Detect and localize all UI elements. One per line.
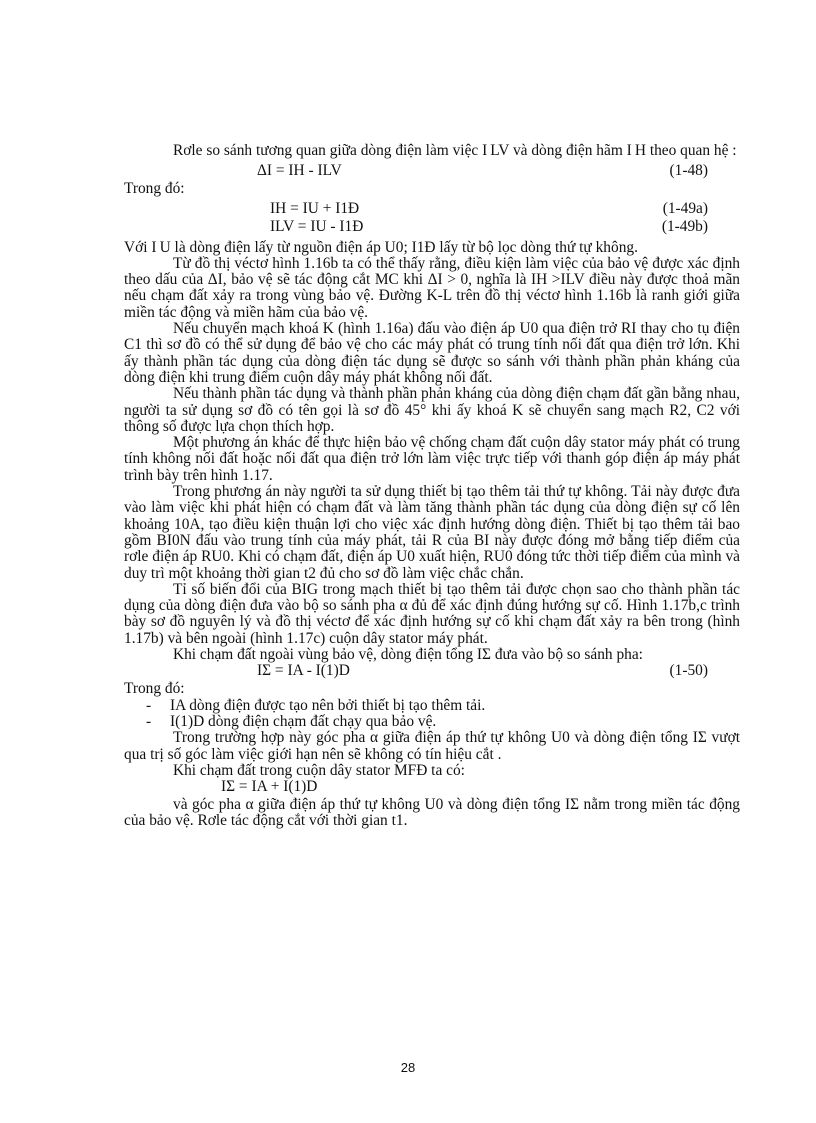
equation-formula: IΣ = IA - I(1)D bbox=[257, 662, 350, 680]
page-body bbox=[124, 143, 740, 830]
paragraph-voi-iu: Với I U là dòng điện lấy từ nguồn điện áp U0; I1Đ lấy từ bộ lọc dòng thứ tự không. bbox=[124, 238, 638, 256]
equation-number: (1-49b) bbox=[661, 217, 708, 235]
paragraph-mot-phuong-an: Một phương án khác để thực hiện bảo vệ chống chạm đất cuộn dây stator máy phát có trung tính không nối đất hoặc nối đất qua điện trở lớn làm việc trực tiếp với thanh góp điện áp máy phát trình bày trên hình 1.17. bbox=[124, 434, 740, 484]
bullet-dash: - bbox=[146, 696, 152, 714]
equation-formula: IΣ = IA + I(1)D bbox=[221, 778, 318, 796]
paragraph-khi-ngoai-vung: Khi chạm đất ngoài vùng bảo vệ, dòng điện tổng IΣ đưa vào bộ so sánh pha: bbox=[173, 646, 643, 664]
paragraph-trong-truong-hop: Trong trường hợp này góc pha α giữa điện áp thứ tự không U0 và dòng điện tổng IΣ vượt qua trị số góc làm việc giới hạn nên sẽ không có tín hiệu cắt . bbox=[124, 729, 740, 763]
equation-formula: ILV = IU - I1Đ bbox=[270, 217, 364, 235]
paragraph-tu-do-thi: Từ đồ thị véctơ hình 1.16b ta có thể thấy rằng, điều kiện làm việc của bảo vệ được xác định theo dấu của ΔI, bảo vệ sẽ tác động cắt MC khi ΔI > 0, nghĩa là IH >ILV điều này được thoả mãn nếu chạm đất xảy ra trong vùng bảo vệ. Đường K-L trên đồ thị véctơ hình 1.16b là ranh giới giữa miền tác động và miền hãm của bảo vệ. bbox=[124, 254, 740, 321]
bullet-dash: - bbox=[146, 712, 152, 730]
equation-1-49b bbox=[124, 219, 740, 237]
paragraph-trong-phuong-an: Trong phương án này người ta sử dụng thiết bị tạo thêm tải thứ tự không. Tải này được đưa vào làm việc khi phát hiện có chạm đất và làm tăng thành phần tác dụng của dòng điện sự cố lên khoảng 10A, tạo điều kiện thuận lợi cho việc xác định hướng dòng điện. Thiết bị tạo thêm tải bao gồm BI0N đấu vào trung tính của máy phát, tải R của BI này được đóng mở bằng tiếp điểm của rơle điện áp RU0. Khi có chạm đất, điện áp U0 xuất hiện, RU0 đóng tức thời tiếp điểm của mình và duy trì một khoảng thời gian t2 đủ cho sơ đồ làm việc chắc chắn. bbox=[124, 483, 740, 582]
paragraph-neu-chuyen-mach: Nếu chuyển mạch khoá K (hình 1.16a) đấu vào điện áp U0 qua điện trở RI thay cho tụ điện C1 thì sơ đồ có thể sử dụng để bảo vệ cho các máy phát có trung tính nối đất qua điện trở lớn. Khi ấy thành phần tác dụng của dòng điện tác dụng sẽ được so sánh với thành phần phản kháng của dòng điện khi trung điểm cuộn dây máy phát không nối đất. bbox=[124, 320, 740, 386]
equation-1-50 bbox=[124, 663, 740, 681]
equation-1-49a bbox=[124, 201, 740, 219]
paragraph-intro: Rơle so sánh tương quan giữa dòng điện làm việc I LV và dòng điện hãm I H theo quan hệ : bbox=[173, 142, 737, 159]
page-number: 28 bbox=[400, 1060, 416, 1075]
equation-inside-fault bbox=[124, 779, 740, 797]
equation-number: (1-48) bbox=[669, 162, 708, 180]
paragraph-va-goc-pha: và góc pha α giữa điện áp thứ tự không U0 và dòng điện tổng IΣ nằm trong miền tác động của bảo vệ. Rơle tác động cắt với thời gian t1. bbox=[124, 796, 740, 830]
equation-number: (1-49a) bbox=[662, 199, 708, 217]
list-item-text: IA dòng điện được tạo nên bởi thiết bị tạo thêm tải. bbox=[170, 696, 486, 714]
paragraph-ti-so: Tỉ số biến đổi của BIG trong mạch thiết bị tạo thêm tải được chọn sao cho thành phần tác dụng của dòng điện đưa vào bộ so sánh pha α đủ để xác định đúng hướng sự cố. Hình 1.17b,c trình bày sơ đồ nguyên lý và đồ thị véctơ để xác định hướng sự cố khi chạm đất xảy ra bên trong (hình 1.17b) và bên ngoài (hình 1.17c) cuộn dây stator máy phát. bbox=[124, 580, 740, 647]
list-item-text: I(1)D dòng điện chạm đất chạy qua bảo vệ. bbox=[170, 712, 437, 730]
list-item bbox=[124, 698, 740, 714]
label-trong-do: Trong đó: bbox=[124, 680, 185, 698]
equation-formula: ΔI = IH - ILV bbox=[257, 162, 342, 180]
list-item bbox=[124, 714, 740, 730]
equation-number: (1-50) bbox=[669, 662, 708, 680]
paragraph-khi-trong-cuon-day: Khi chạm đất trong cuộn dây stator MFĐ ta có: bbox=[173, 761, 465, 779]
equation-formula: IH = IU + I1Đ bbox=[270, 199, 360, 217]
label-trong-do: Trong đó: bbox=[124, 180, 185, 198]
paragraph-neu-thanh-phan: Nếu thành phần tác dụng và thành phần phản kháng của dòng điện chạm đất gần bằng nhau, người ta sử dụng sơ đồ có tên gọi là sơ đồ 45° khi ấy khoá K sẽ chuyển sang mạch R2, C2 với thông số được lựa chọn thích hợp. bbox=[124, 385, 740, 435]
equation-1-48 bbox=[124, 163, 740, 181]
